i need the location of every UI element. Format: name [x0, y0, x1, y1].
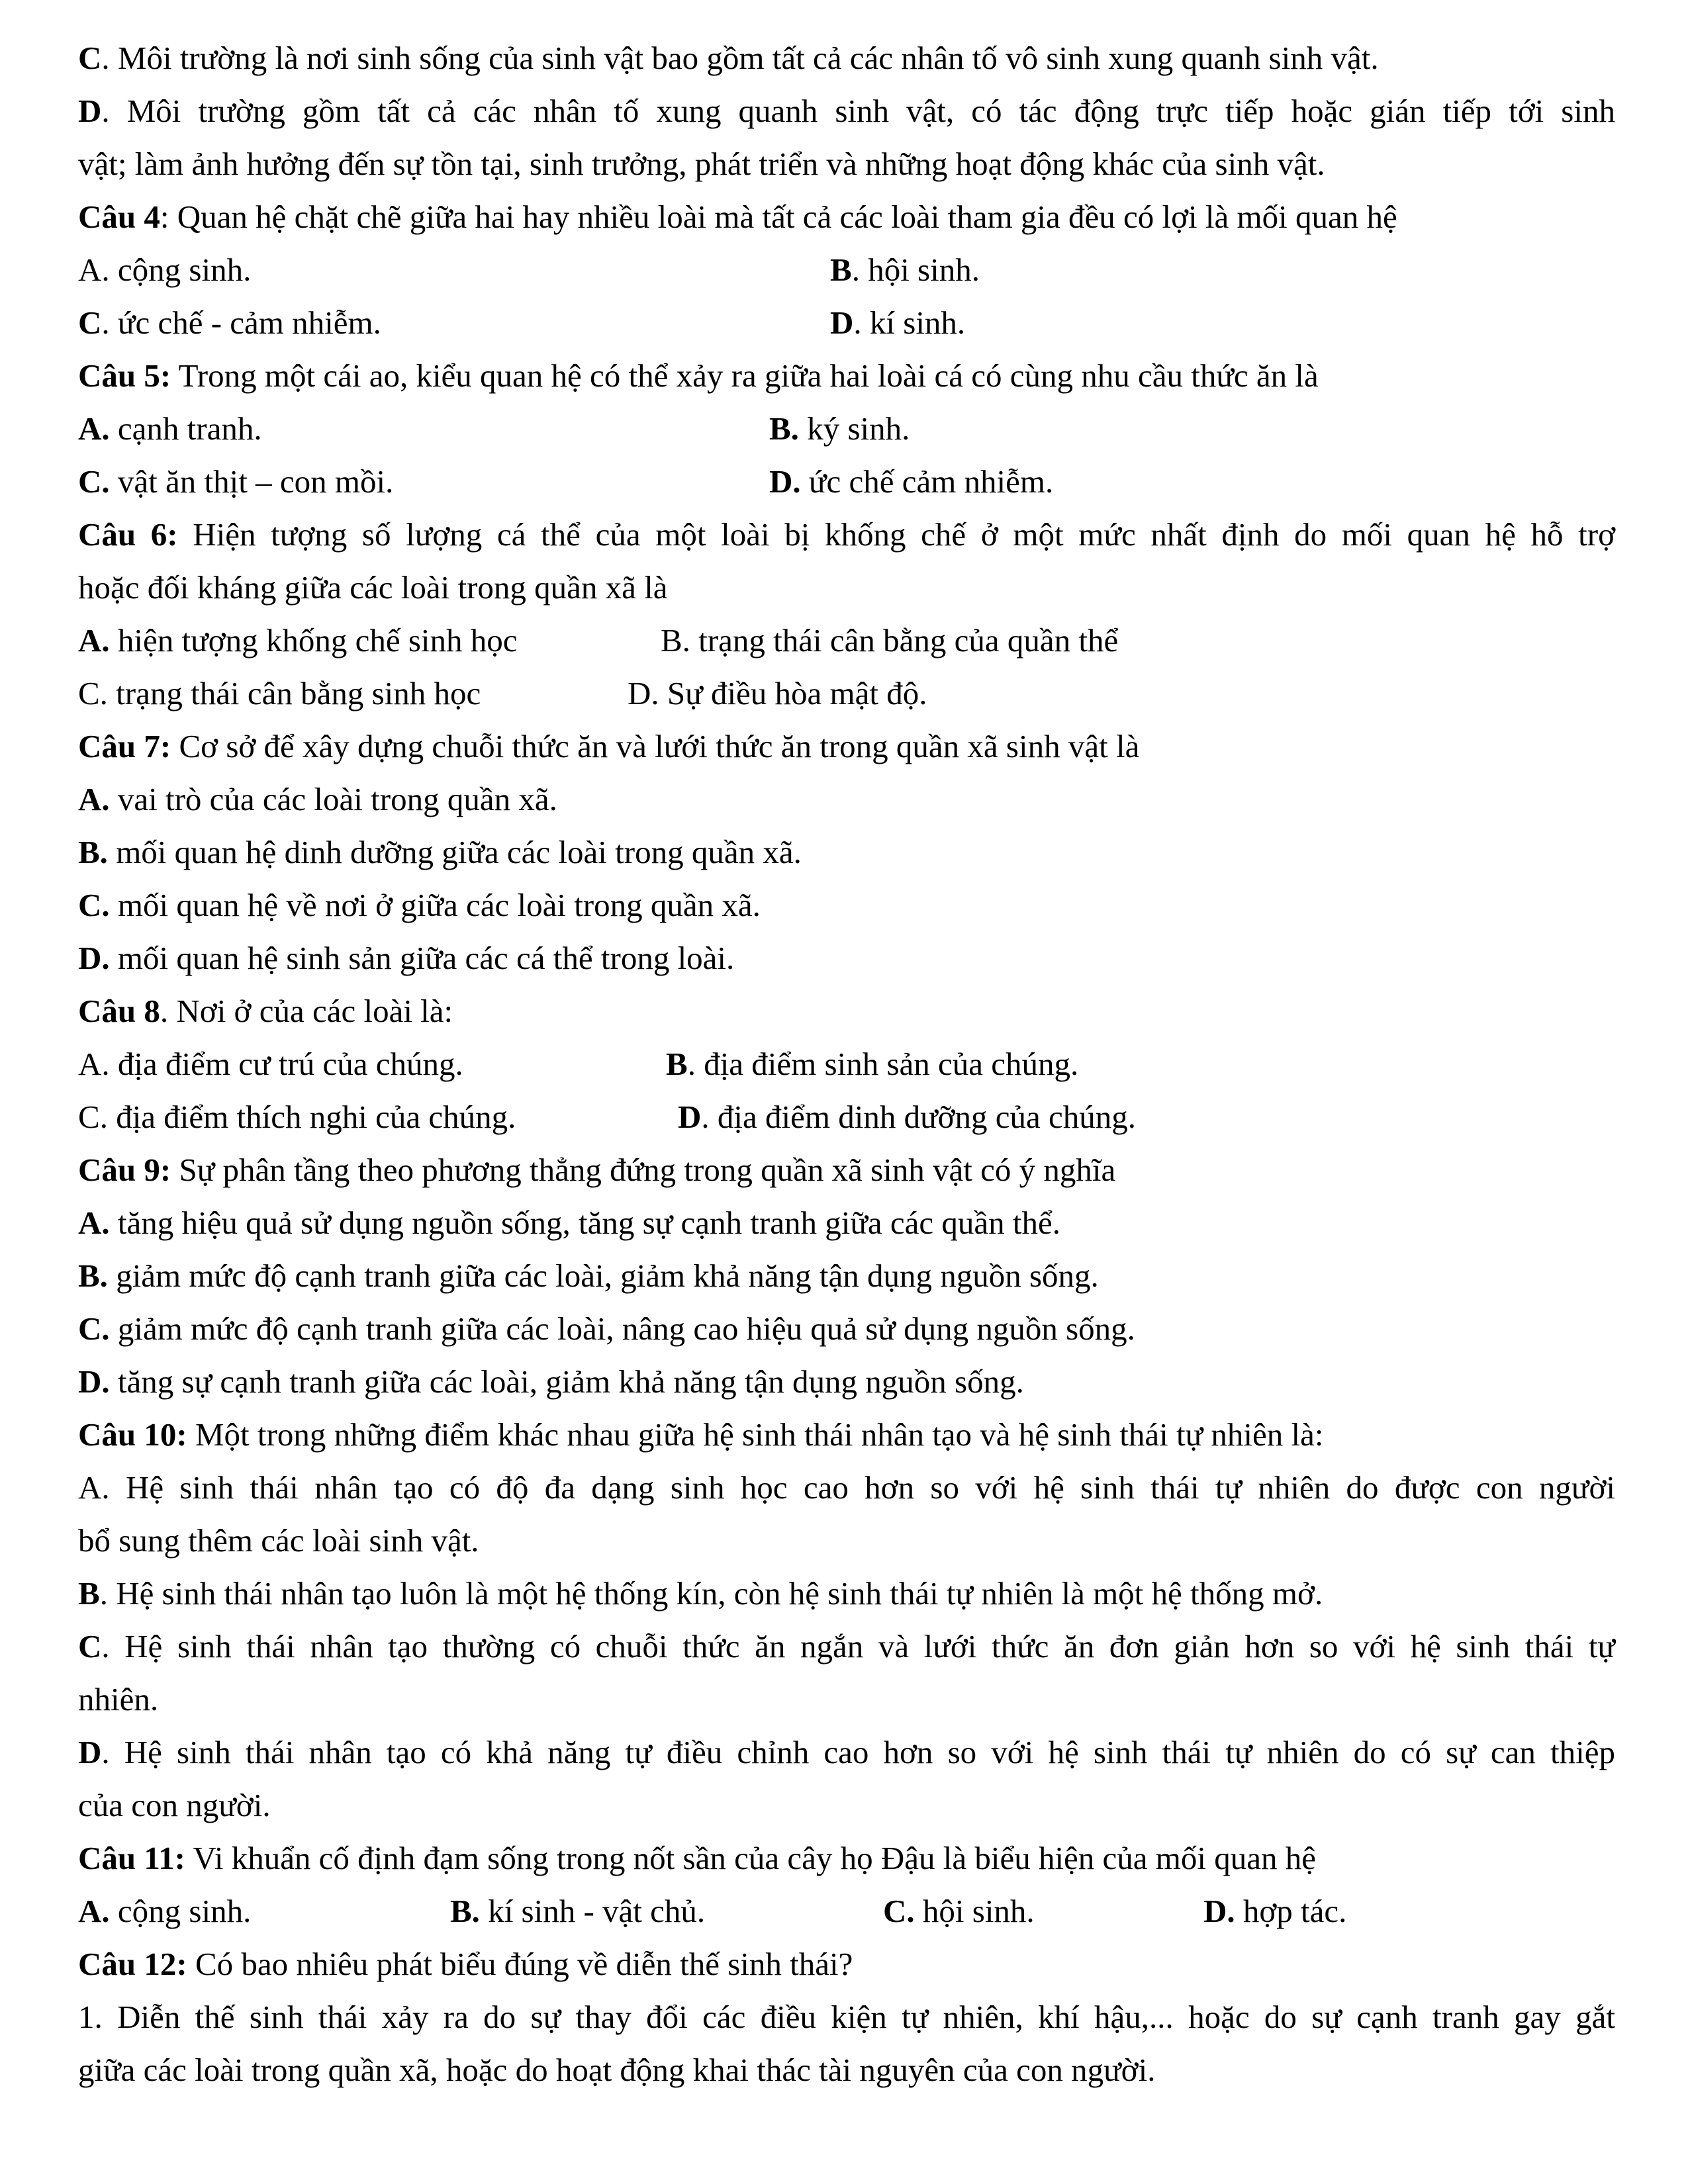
question-7 — [78, 720, 1615, 773]
q4-option-c: C. ức chế - cảm nhiễm. — [78, 304, 381, 341]
q3-option-c — [78, 32, 1615, 85]
q9-option-c: C. giảm mức độ cạnh tranh giữa các loài, nâng cao hiệu quả sử dụng nguồn sống. — [78, 1310, 1135, 1347]
q5-option-c: C. vật ăn thịt – con mồi. — [78, 463, 394, 500]
q4-options-row2 — [78, 296, 1615, 349]
question-text: Vi khuẩn cố định đạm sống trong nốt sần của cây họ Đậu là biểu hiện của mối quan hệ — [185, 1840, 1317, 1876]
q7-option-d: D. mối quan hệ sinh sản giữa các cá thể trong loài. — [78, 940, 735, 976]
question-label: Câu 11: — [78, 1840, 186, 1876]
q8-options-row1 — [78, 1038, 1615, 1091]
q10-option-a-line2: bổ sung thêm các loài sinh vật. — [78, 1522, 479, 1559]
q11-option-d: D. hợp tác. — [1203, 1893, 1347, 1929]
q10-option-d-line2: của con người. — [78, 1787, 271, 1823]
question-6-line2: hoặc đối kháng giữa các loài trong quần xã là — [78, 569, 668, 606]
q10-option-b: B. Hệ sinh thái nhân tạo luôn là một hệ thống kín, còn hệ sinh thái tự nhiên là một hệ thống mở. — [78, 1575, 1323, 1612]
question-6-line1 — [78, 508, 1615, 561]
question-11 — [78, 1832, 1615, 1885]
q12-statement-1-line2: giữa các loài trong quần xã, hoặc do hoạt động khai thác tài nguyên của con người. — [78, 2052, 1156, 2088]
q9-option-b: B. giảm mức độ cạnh tranh giữa các loài, giảm khả năng tận dụng nguồn sống. — [78, 1257, 1099, 1294]
q11-option-b: B. kí sinh - vật chủ. — [450, 1893, 706, 1929]
question-text: : Quan hệ chặt chẽ giữa hai hay nhiều loài mà tất cả các loài tham gia đều có lợi là mối quan hệ — [160, 199, 1397, 235]
q4-options-row1 — [78, 244, 1615, 296]
q7-option-b: B. mối quan hệ dinh dưỡng giữa các loài trong quần xã. — [78, 834, 802, 870]
question-text: Hiện tượng số lượng cá thể của một loài bị khống chế ở một mức nhất định do mối quan hệ hỗ trợ — [177, 516, 1615, 553]
q8-option-d: D. địa điểm dinh dưỡng của chúng. — [678, 1099, 1137, 1135]
q5-option-a: A. cạnh tranh. — [78, 410, 262, 447]
question-label: Câu 6: — [78, 516, 178, 553]
q10-option-c-line2: nhiên. — [78, 1681, 159, 1717]
q4-option-a: A. cộng sinh. — [78, 251, 252, 288]
q6-options-row2 — [78, 667, 1615, 720]
question-label: Câu 7: — [78, 728, 171, 764]
option-text: . Môi trường gồm tất cả các nhân tố xung quanh sinh vật, có tác động trực tiếp hoặc gián tiếp tới sinh — [101, 93, 1615, 129]
q5-options-row1 — [78, 402, 1615, 455]
q10-option-a-line1: A. Hệ sinh thái nhân tạo có độ đa dạng sinh học cao hơn so với hệ sinh thái tự nhiên do được con người — [78, 1469, 1615, 1506]
question-text: Trong một cái ao, kiểu quan hệ có thể xảy ra giữa hai loài cá có cùng nhu cầu thức ăn là — [171, 357, 1319, 394]
question-text: Cơ sở để xây dựng chuỗi thức ăn và lưới thức ăn trong quần xã sinh vật là — [171, 728, 1140, 764]
q11-option-a: A. cộng sinh. — [78, 1893, 252, 1929]
q11-option-c: C. hội sinh. — [883, 1893, 1035, 1929]
question-text: Một trong những điểm khác nhau giữa hệ sinh thái nhân tạo và hệ sinh thái tự nhiên là: — [187, 1416, 1324, 1453]
q10-option-c-line1: C. Hệ sinh thái nhân tạo thường có chuỗi thức ăn ngắn và lưới thức ăn đơn giản hơn so với hệ sinh thái tự — [78, 1628, 1615, 1664]
question-text: . Nơi ở của các loài là: — [160, 993, 453, 1029]
q8-options-row2 — [78, 1091, 1615, 1144]
q7-option-a: A. vai trò của các loài trong quần xã. — [78, 781, 557, 817]
q10-option-d-line1: D. Hệ sinh thái nhân tạo có khả năng tự điều chỉnh cao hơn so với hệ sinh thái tự nhiên do có sự can thiệp — [78, 1734, 1615, 1770]
q8-option-b: B. địa điểm sinh sản của chúng. — [666, 1046, 1079, 1082]
question-text: Có bao nhiêu phát biểu đúng về diễn thế sinh thái? — [187, 1946, 853, 1982]
q9-option-a: A. tăng hiệu quả sử dụng nguồn sống, tăng sự cạnh tranh giữa các quần thể. — [78, 1205, 1061, 1241]
q4-option-b: B. hội sinh. — [830, 251, 980, 288]
q6-options-row1 — [78, 614, 1615, 667]
question-text: Sự phân tầng theo phương thẳng đứng trong quần xã sinh vật có ý nghĩa — [171, 1152, 1116, 1188]
question-4 — [78, 191, 1615, 244]
question-label: Câu 8 — [78, 993, 160, 1029]
question-label: Câu 12: — [78, 1946, 187, 1982]
option-letter: D — [78, 93, 102, 129]
question-label: Câu 4 — [78, 199, 160, 235]
q3-option-d-line1 — [78, 85, 1615, 138]
question-label: Câu 9: — [78, 1152, 171, 1188]
q6-option-d: D. Sự điều hòa mật độ. — [628, 675, 927, 711]
q4-option-d: D. kí sinh. — [830, 304, 966, 341]
question-9 — [78, 1144, 1615, 1197]
q8-option-c: C. địa điểm thích nghi của chúng. — [78, 1099, 516, 1135]
option-letter: C — [78, 40, 102, 76]
q5-option-d: D. ức chế cảm nhiễm. — [769, 463, 1054, 500]
question-10 — [78, 1408, 1615, 1461]
q7-option-c: C. mối quan hệ về nơi ở giữa các loài trong quần xã. — [78, 887, 761, 923]
q11-options-row — [78, 1885, 1615, 1938]
q6-option-a: A. hiện tượng khống chế sinh học — [78, 622, 518, 659]
option-text: . Môi trường là nơi sinh sống của sinh vật bao gồm tất cả các nhân tố vô sinh xung quanh sinh vật. — [101, 40, 1379, 76]
question-8 — [78, 985, 1615, 1038]
q6-option-b: B. trạng thái cân bằng của quần thể — [661, 622, 1119, 659]
question-label: Câu 10: — [78, 1416, 187, 1453]
q5-options-row2 — [78, 455, 1615, 508]
q5-option-b: B. ký sinh. — [769, 410, 910, 447]
q12-statement-1-line1: 1. Diễn thế sinh thái xảy ra do sự thay đổi các điều kiện tự nhiên, khí hậu,... hoặc do sự cạnh tranh gay gắt — [78, 1999, 1615, 2035]
question-12 — [78, 1938, 1615, 1991]
q8-option-a: A. địa điểm cư trú của chúng. — [78, 1046, 463, 1082]
question-label: Câu 5: — [78, 357, 171, 394]
q9-option-d: D. tăng sự cạnh tranh giữa các loài, giảm khả năng tận dụng nguồn sống. — [78, 1363, 1024, 1400]
q3-option-d-line2: vật; làm ảnh hưởng đến sự tồn tại, sinh trưởng, phát triển và những hoạt động khác của sinh vật. — [78, 146, 1325, 182]
q6-option-c: C. trạng thái cân bằng sinh học — [78, 675, 481, 711]
question-5 — [78, 349, 1615, 402]
